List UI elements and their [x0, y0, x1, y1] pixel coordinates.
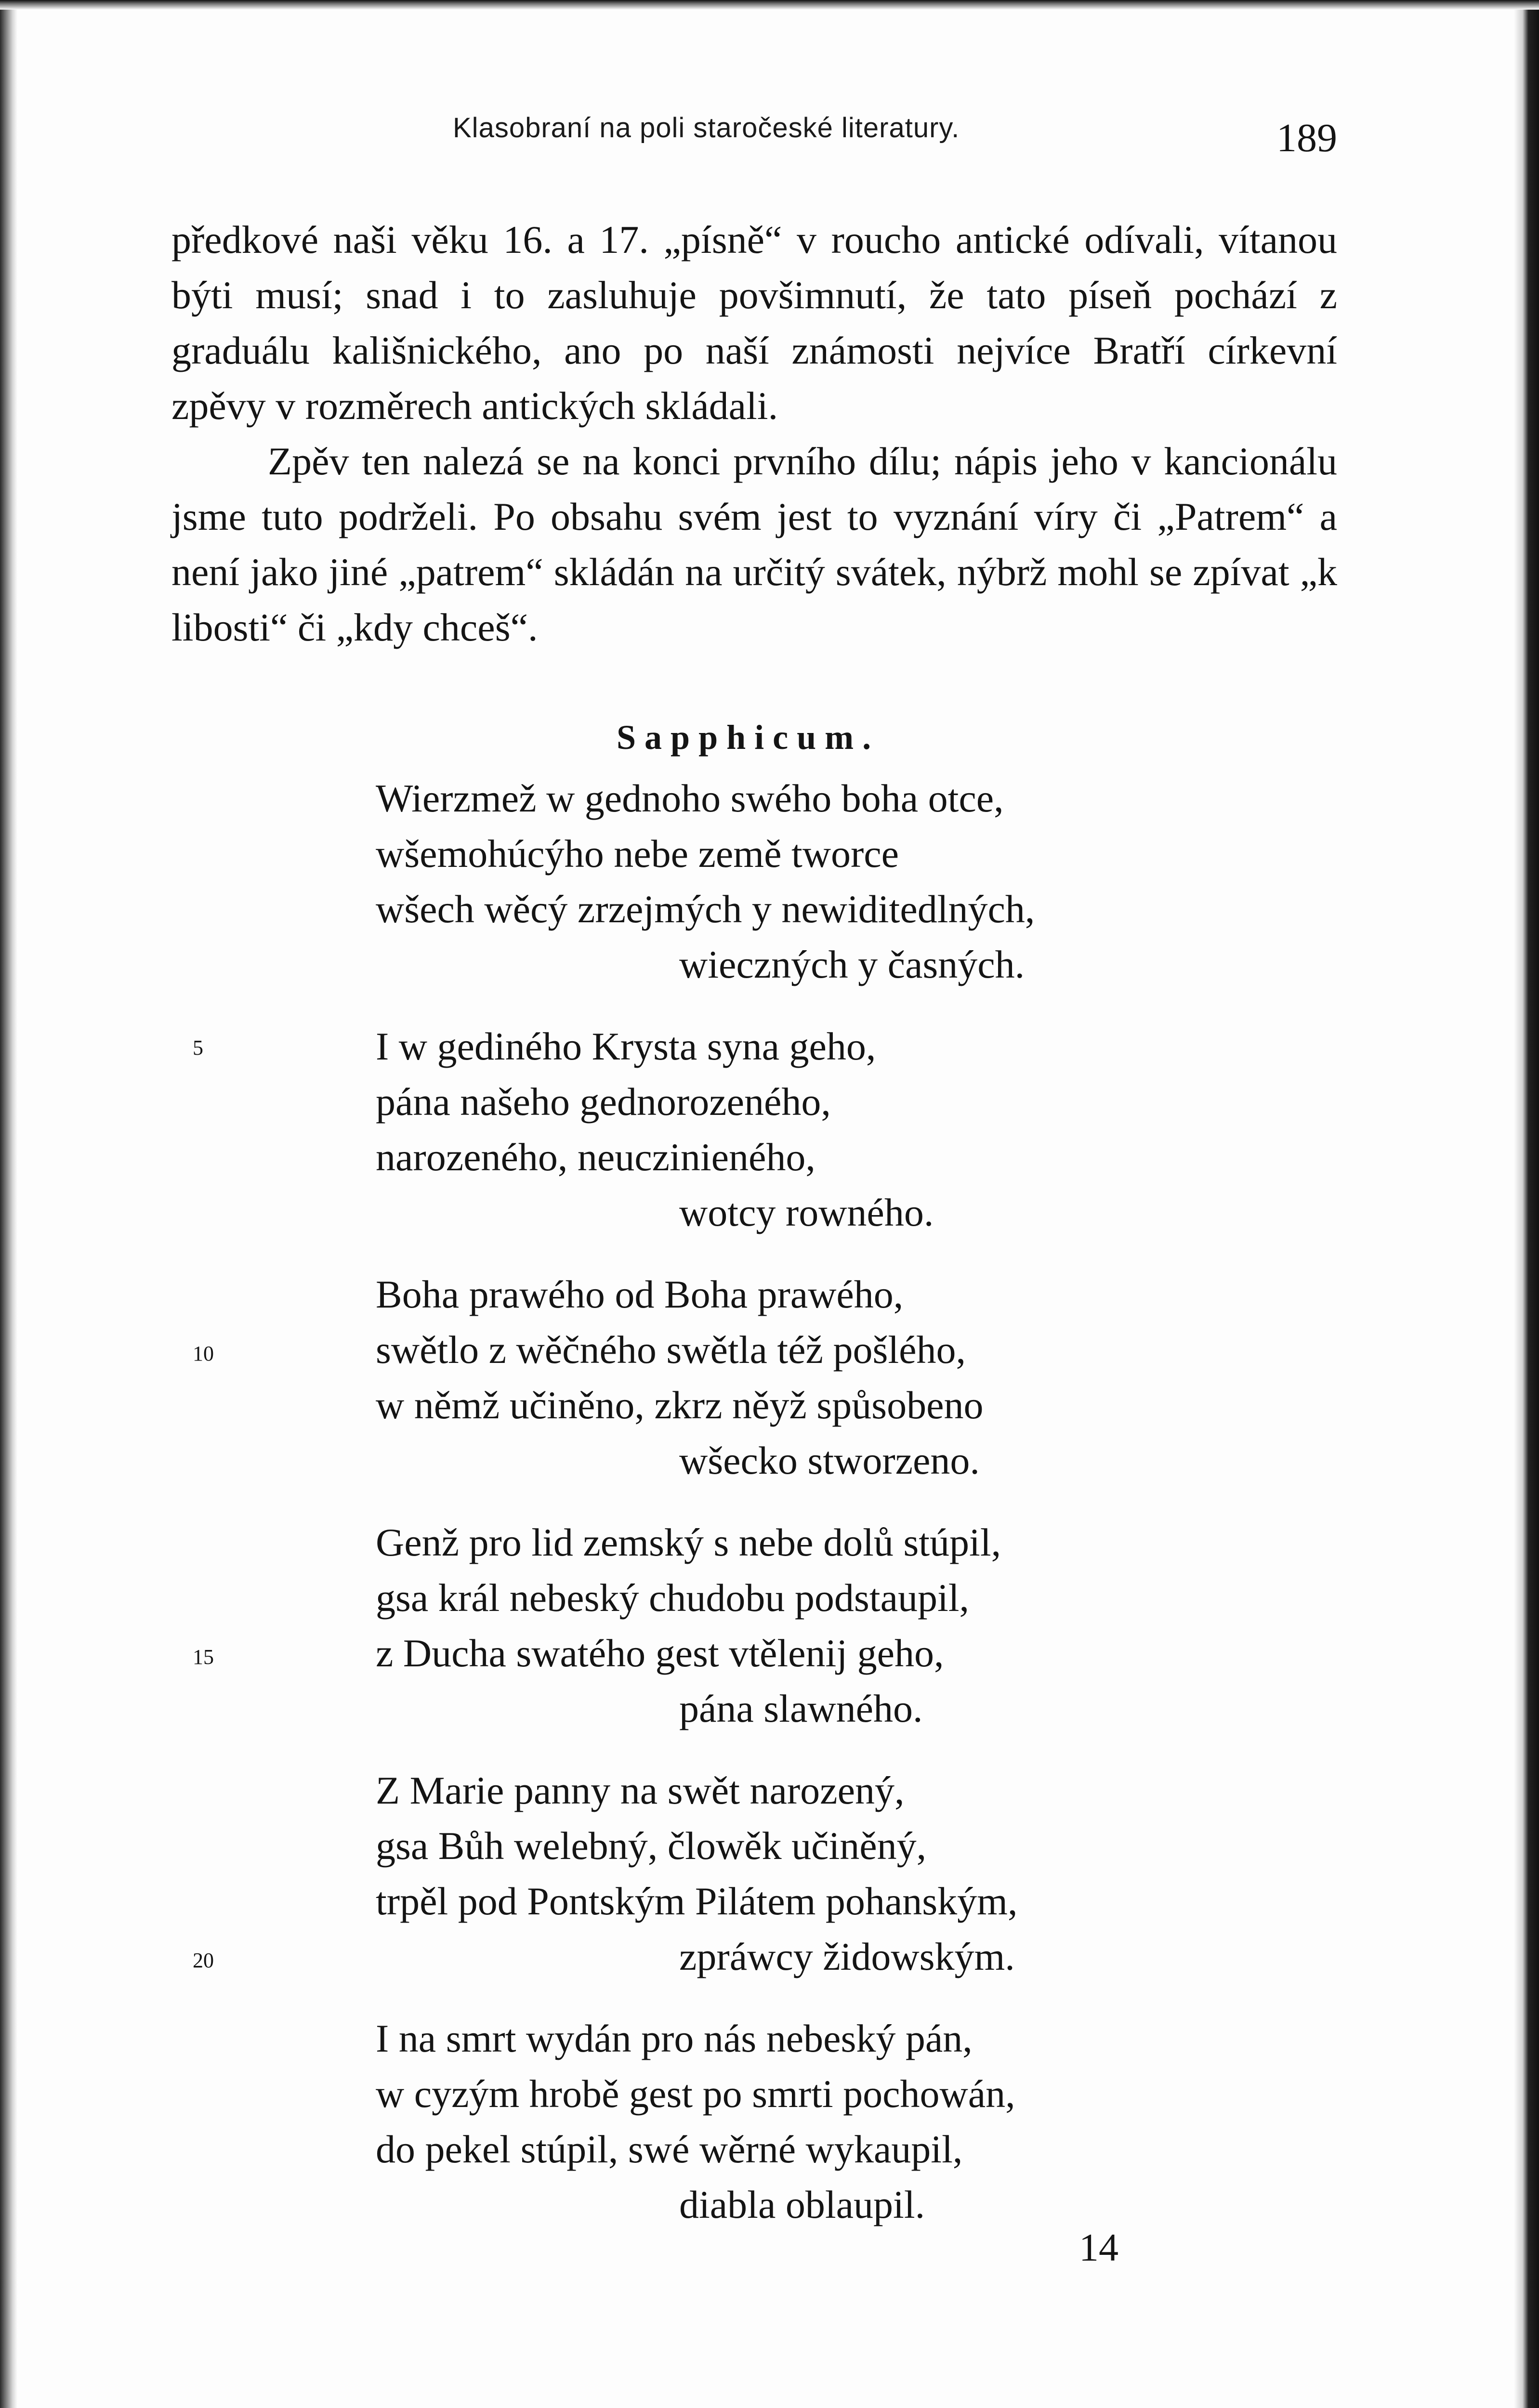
page-edge-left: [0, 0, 17, 2408]
verse-line: I w gediného Krysta syna geho,: [376, 1024, 876, 1068]
verse-line: I na smrt wydán pro nás nebeský pán,: [376, 2016, 973, 2060]
stanza: [376, 1267, 1243, 1488]
prose-block: [171, 212, 1337, 655]
verse-line: do pekel stúpil, swé wěrné wykaupil,: [376, 2127, 963, 2171]
line-number: 10: [193, 1342, 214, 1365]
verse-line: w němž učiněno, zkrz něyž spůsobeno: [376, 1383, 984, 1427]
verse-line-adonic: zpráwcy židowským.: [679, 1935, 1015, 1978]
line-number: 20: [193, 1949, 214, 1972]
stanza: [376, 1763, 1243, 1984]
verse-line: wšech wěcý zrzejmých y newiditedlných,: [376, 887, 1035, 931]
verse-line: wšemohúcýho nebe země tworce: [376, 832, 899, 876]
stanza: [376, 771, 1243, 992]
prose-paragraph: předkové naši věku 16. a 17. „písně“ v roucho antické odívali, vítanou býti musí; snad i to zasluhuje povšimnutí, že tato píseň pochází z graduálu kališnického, ano po naší známosti nejvíce Bratří církevní zpěvy v rozměrech antických skládali.: [171, 218, 1337, 428]
page-edge-right: [1514, 0, 1539, 2408]
poem-title: Sapphicum.: [617, 718, 880, 757]
stanza: [376, 1019, 1243, 1240]
verse-line: z Ducha swatého gest vtělenij geho,: [376, 1631, 944, 1675]
verse-line: narozeného, neuczinieného,: [376, 1135, 816, 1179]
stanza: [376, 1515, 1243, 1736]
verse-line: swětlo z wěčného swětla též pošlého,: [376, 1328, 966, 1372]
signature-mark: 14: [1079, 2225, 1118, 2269]
verse-line: Z Marie panny na swět narozený,: [376, 1768, 905, 1812]
page-number: 189: [1276, 116, 1337, 160]
stanza: [376, 2011, 1243, 2232]
verse-line: Boha prawého od Boha prawého,: [376, 1272, 904, 1316]
verse-line-adonic: wieczných y časných.: [679, 942, 1025, 986]
line-number: 5: [193, 1036, 203, 1060]
prose-paragraph: Zpěv ten nalezá se na konci prvního dílu; nápis jeho v kancionálu jsme tuto podrželi. Po obsahu svém jest to vyznání víry či „Patrem“ a není jako jiné „patrem“ skládán na určitý svátek, nýbrž mohl se zpívat „k libosti“ či „kdy chceš“.: [171, 439, 1337, 649]
verse-line: gsa Bůh welebný, člowěk učiněný,: [376, 1824, 927, 1868]
running-header: Klasobraní na poli staročeské literatury.: [453, 112, 960, 144]
verse-line: w cyzým hrobě gest po smrti pochowán,: [376, 2072, 1015, 2116]
verse-line-adonic: pána slawného.: [679, 1687, 923, 1730]
verse-line: trpěl pod Pontským Pilátem pohanským,: [376, 1879, 1018, 1923]
verse-line: gsa král nebeský chudobu podstaupil,: [376, 1576, 970, 1620]
verse-line: Genž pro lid zemský s nebe dolů stúpil,: [376, 1520, 1001, 1564]
verse-line-adonic: wotcy rowného.: [679, 1191, 934, 1234]
line-number: 15: [193, 1645, 214, 1669]
page-edge-top: [0, 0, 1539, 10]
verse-line: pána našeho gednorozeného,: [376, 1080, 831, 1124]
verse-line-adonic: wšecko stworzeno.: [679, 1439, 980, 1482]
verse-line-adonic: diabla oblaupil.: [679, 2183, 925, 2226]
verse-line: Wierzmež w gednoho swého boha otce,: [376, 776, 1004, 820]
